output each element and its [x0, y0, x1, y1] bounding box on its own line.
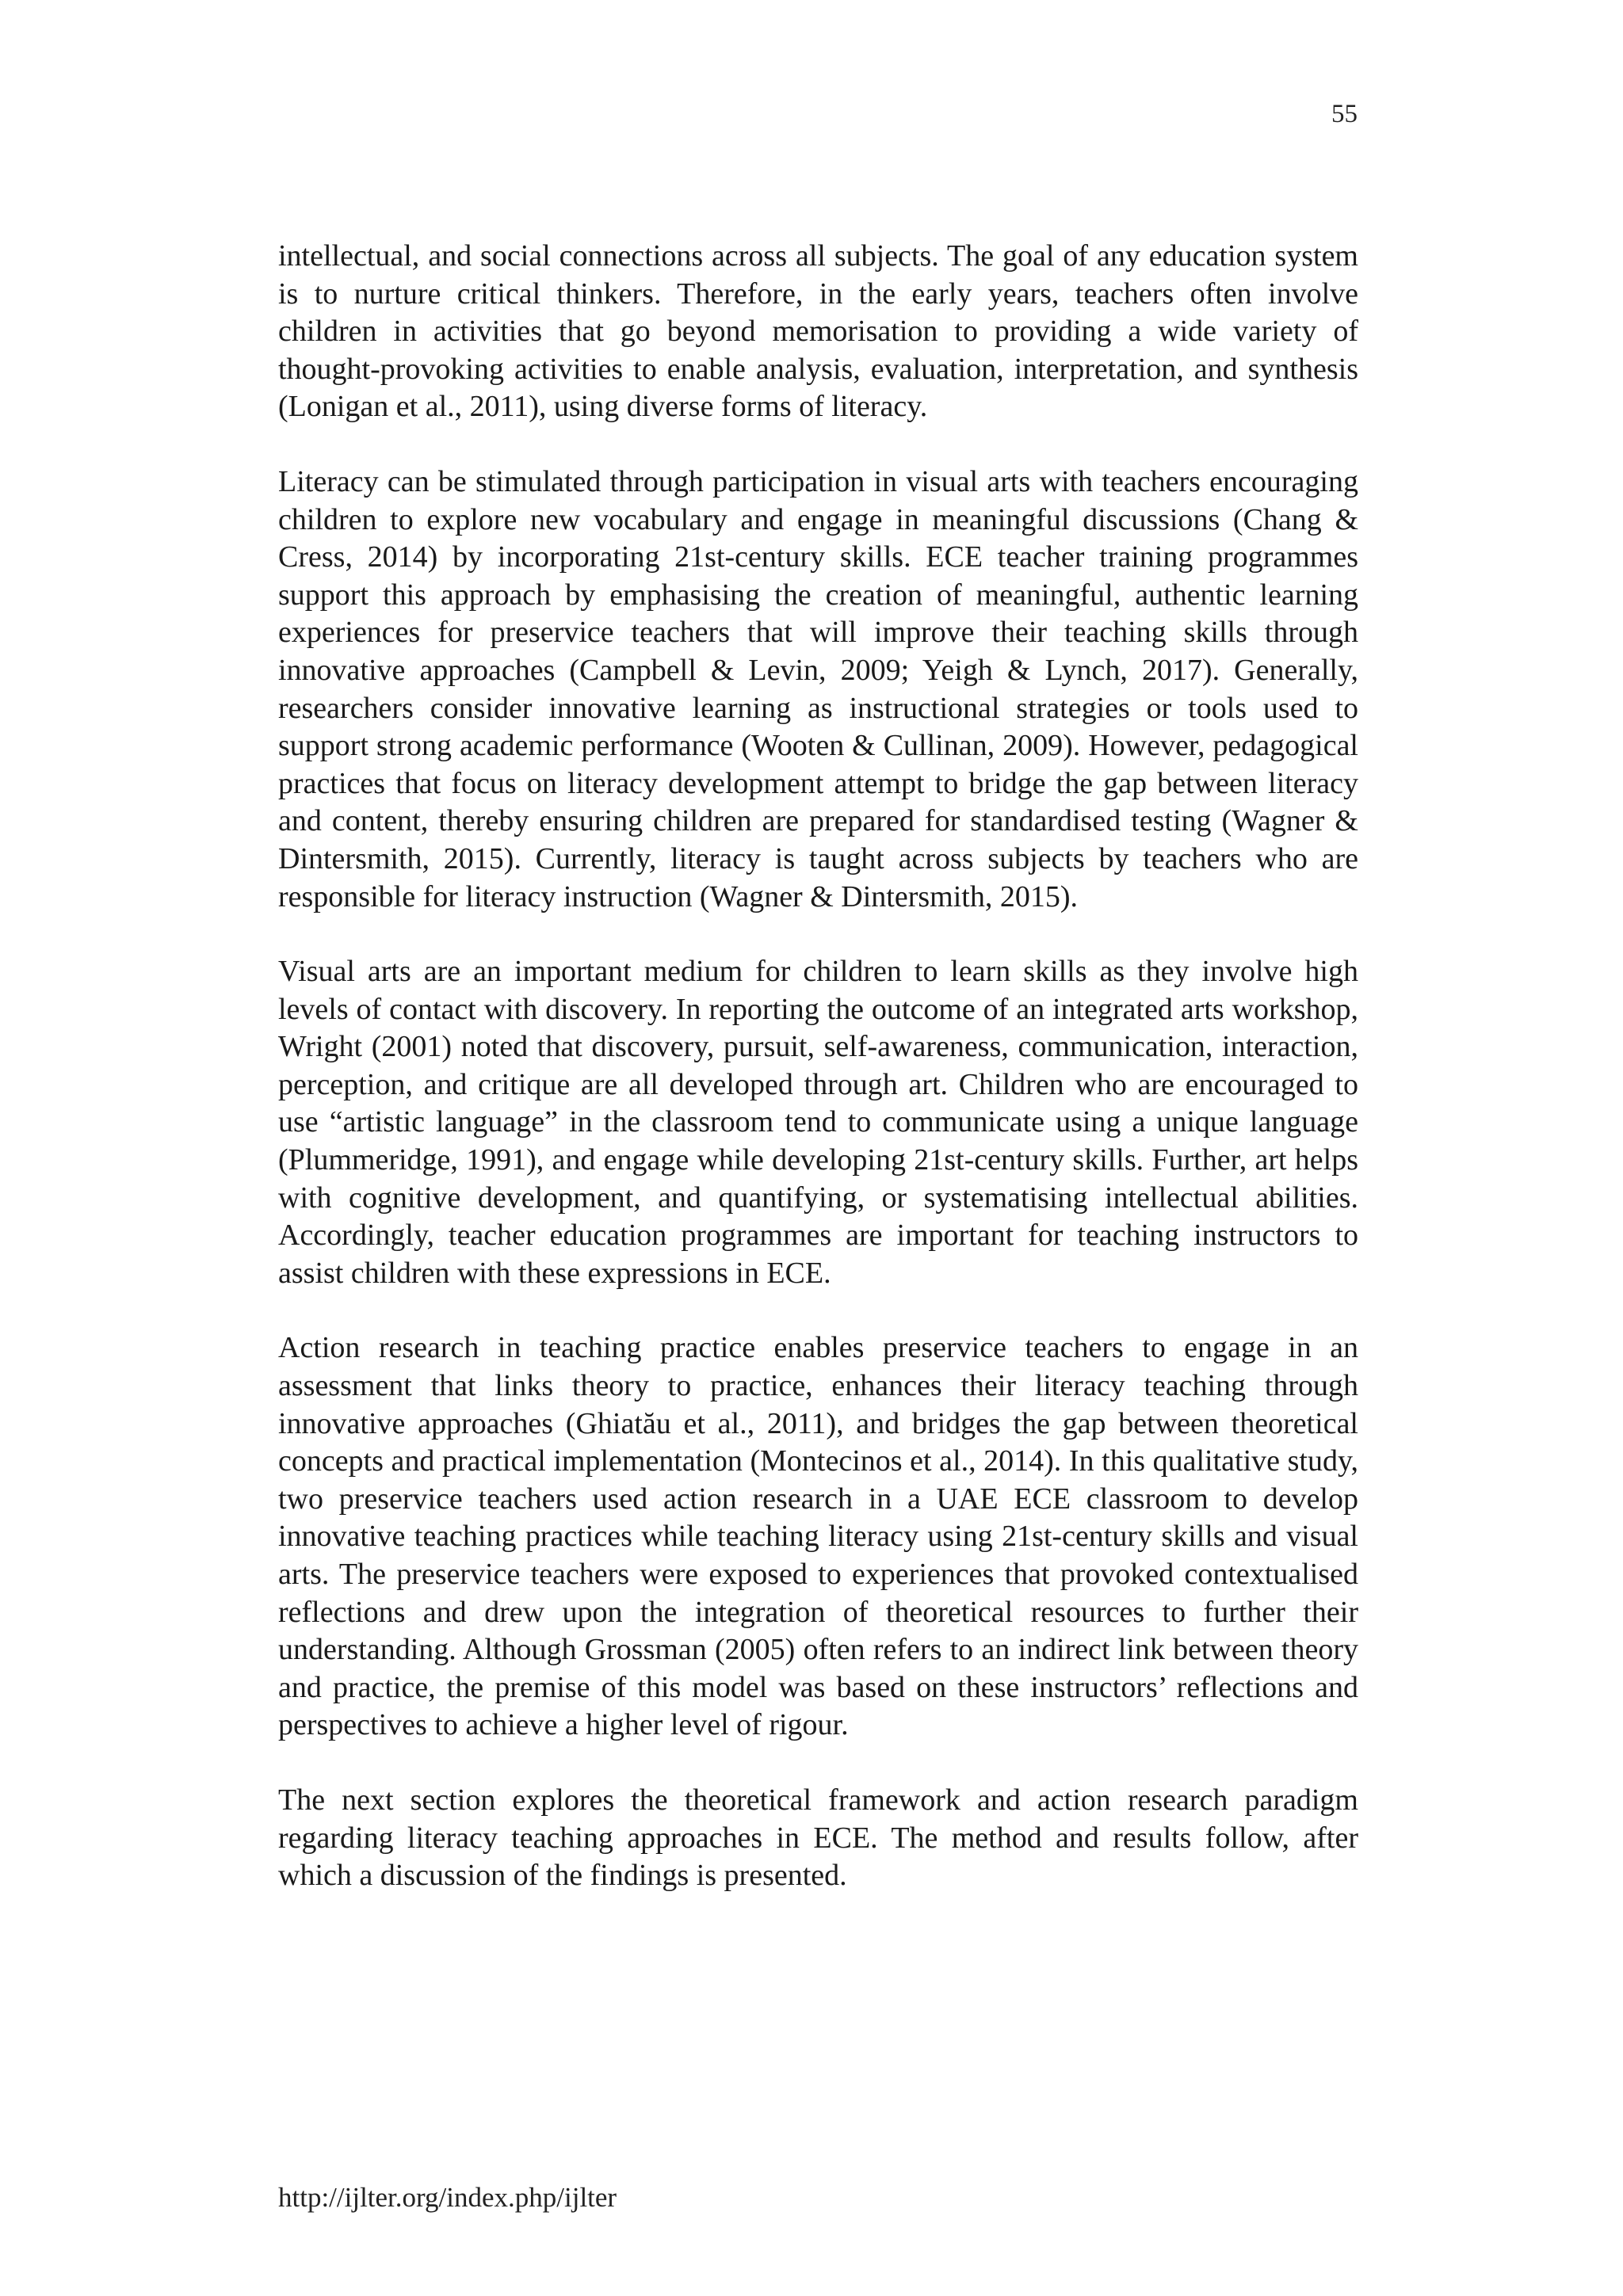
paragraph-literacy-visual-arts: Literacy can be stimulated through participation in visual arts with teachers encouraging children to explore new vocabulary and engage in meaningful discussions (Chang & Cress, 2014) by incorporating 21st-century skills. ECE teacher training programmes support this approach by emphasising the creation of meaningful, authentic learning experiences for preservice teachers that will improve their teaching skills through innovative approaches (Campbell & Levin, 2009; Yeigh & Lynch, 2017). Generally, researchers consider innovative learning as instructional strategies or tools used to support strong academic performance (Wooten & Cullinan, 2009). However, pedagogical practices that focus on literacy development attempt to bridge the gap between literacy and content, thereby ensuring children are prepared for standardised testing (Wagner & Dintersmith, 2015). Currently, literacy is taught across subjects by teachers who are responsible for literacy instruction (Wagner & Dintersmith, 2015). [278, 464, 1358, 913]
page-number: 55 [1331, 100, 1358, 128]
footer-url: http://ijlter.org/index.php/ijlter [278, 2182, 617, 2213]
body-text [278, 238, 1358, 1932]
paragraph-next-section: The next section explores the theoretical framework and action research paradigm regarding literacy teaching approaches in ECE. The method and results follow, after which a discussion of the findings is presented. [278, 1783, 1358, 1893]
paragraph-visual-arts-medium: Visual arts are an important medium for children to learn skills as they involve high levels of contact with discovery. In reporting the outcome of an integrated arts workshop, Wright (2001) noted that discovery, pursuit, self-awareness, communication, interaction, perception, and critique are all developed through art. Children who are encouraged to use “artistic language” in the classroom tend to communicate using a unique language (Plummeridge, 1991), and engage while developing 21st-century skills. Further, art helps with cognitive development, and quantifying, or systematising intellectual abilities. Accordingly, teacher education programmes are important for teaching instructors to assist children with these expressions in ECE. [278, 955, 1358, 1290]
paragraph-intro: intellectual, and social connections across all subjects. The goal of any education system is to nurture critical thinkers. Therefore, in the early years, teachers often involve children in activities that go beyond memorisation to providing a wide variety of thought-provoking activities to enable analysis, evaluation, interpretation, and synthesis (Lonigan et al., 2011), using diverse forms of literacy. [278, 239, 1358, 424]
paragraph-action-research: Action research in teaching practice enables preservice teachers to engage in an assessment that links theory to practice, enhances their literacy teaching through innovative approaches (Ghiatău et al., 2011), and bridges the gap between theoretical concepts and practical implementation (Montecinos et al., 2014). In this qualitative study, two preservice teachers used action research in a UAE ECE classroom to develop innovative teaching practices while teaching literacy using 21st-century skills and visual arts. The preservice teachers were exposed to experiences that provoked contextualised reflections and drew upon the integration of theoretical resources to further their understanding. Although Grossman (2005) often refers to an indirect link between theory and practice, the premise of this model was based on these instructors’ reflections and perspectives to achieve a higher level of rigour. [278, 1331, 1358, 1742]
